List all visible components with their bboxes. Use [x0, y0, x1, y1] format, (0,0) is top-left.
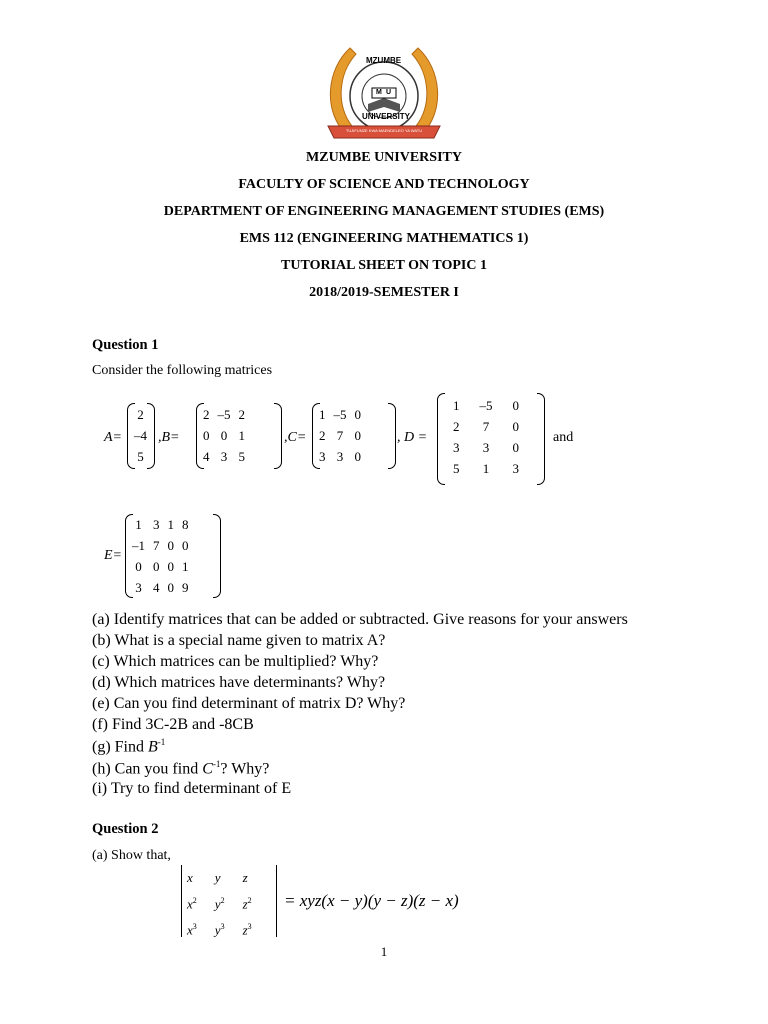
q1-item-h [92, 759, 269, 778]
determinant-rhs: = xyz(x − y)(y − z)(z − x) [284, 891, 459, 910]
matrix-b-cell: 0 [220, 427, 228, 443]
matrix-e-cell: 3 [153, 516, 160, 532]
semester: 2018/2019-SEMESTER I [309, 285, 459, 300]
matrix-a [127, 403, 155, 469]
matrix-b-label: ,B= [158, 430, 180, 445]
q1-item-b: (b) What is a special name given to matrix A? [92, 632, 386, 649]
determinant-cell: y [214, 870, 221, 885]
q1-item-g-sup: -1 [157, 737, 166, 747]
q1-item-g-math: B [148, 738, 158, 756]
q1-item-e: (e) Can you find determinant of matrix D? Why? [92, 695, 406, 712]
determinant-row [183, 865, 266, 891]
matrix-c-cell: 1 [319, 406, 326, 422]
matrix-e-cell: 0 [135, 558, 142, 574]
matrix-d-cell: 2 [453, 418, 460, 434]
q1-item-d: (d) Which matrices have determinants? Why? [92, 674, 386, 691]
question-2-title: Question 2 [92, 821, 159, 837]
determinant [181, 865, 277, 937]
q1-item-g-text: (g) Find [92, 738, 148, 756]
matrix-b [196, 403, 282, 469]
matrix-c-cell: 0 [354, 448, 361, 464]
matrix-e-cell: 7 [153, 537, 160, 553]
logo-initial-m: M [376, 89, 382, 96]
q1-item-f: (f) Find 3C-2B and -8CB [92, 716, 254, 733]
university-name: MZUMBE UNIVERSITY [306, 150, 462, 165]
matrix-b-row [199, 404, 249, 425]
determinant-cell: $y^3$ [214, 921, 225, 938]
determinant-row [183, 917, 266, 943]
matrix-b-cell: 3 [220, 448, 228, 464]
matrix-e-cell: –1 [132, 537, 145, 553]
matrix-c-label: ,C= [284, 430, 307, 445]
matrix-e-row [128, 535, 193, 556]
matrix-c-cell: 0 [354, 427, 361, 443]
q1-item-h-post: ? Why? [220, 760, 270, 778]
matrix-b-row [199, 425, 249, 446]
determinant-row [183, 891, 266, 917]
matrix-d-cell: 0 [512, 439, 519, 455]
q1-item-i: (i) Try to find determinant of E [92, 780, 292, 797]
matrix-b-cell: 0 [203, 427, 210, 443]
page-number: 1 [380, 944, 388, 959]
q1-item-h-sup: -1 [212, 759, 221, 769]
logo-motto: TUJIFUNZE KWA MAENDELEO YA WATU [345, 128, 423, 133]
matrix-d-cell: 3 [453, 439, 460, 455]
determinant-cell: $z^3$ [242, 921, 252, 938]
matrix-a-cell: 2 [137, 406, 144, 422]
matrix-e-row [128, 514, 193, 535]
matrix-e-label: E= [104, 548, 122, 563]
matrix-e-cell: 1 [182, 558, 189, 574]
determinant-cell: z [242, 870, 248, 885]
matrix-d-label: , D = [397, 430, 428, 445]
matrix-e-row [128, 556, 193, 577]
matrix-a-cell: –4 [134, 427, 147, 443]
matrix-c-row [315, 446, 365, 467]
matrix-c-cell: –5 [333, 406, 347, 422]
q1-item-a: (a) Identify matrices that can be added or subtracted. Give reasons for your answers [92, 611, 628, 628]
matrix-c-row [315, 425, 365, 446]
logo-top-text: MZUMBE [366, 56, 402, 65]
matrix-e-cell: 1 [135, 516, 142, 532]
determinant-cell: $x^2$ [187, 895, 197, 912]
matrix-e-cell: 1 [167, 516, 174, 532]
matrix-b-cell: 1 [238, 427, 245, 443]
sheet-title: TUTORIAL SHEET ON TOPIC 1 [281, 258, 487, 273]
matrix-c-cell: 2 [319, 427, 326, 443]
matrix-d-row [443, 437, 529, 458]
matrix-c-cell: 3 [336, 448, 344, 464]
matrix-b-cell: 2 [203, 406, 210, 422]
matrix-e-cell: 0 [167, 537, 174, 553]
matrix-e-cell: 0 [167, 579, 174, 595]
matrix-c-row [315, 404, 365, 425]
matrix-d-cell: 0 [512, 397, 519, 413]
matrix-d [437, 393, 545, 485]
matrix-e-cell: 9 [182, 579, 189, 595]
university-logo [322, 40, 446, 148]
matrix-b-cell: –5 [217, 406, 231, 422]
matrix-e-cell: 4 [153, 579, 160, 595]
determinant-cell: $z^2$ [242, 895, 252, 912]
matrix-d-cell: 7 [482, 418, 490, 434]
department-name: DEPARTMENT OF ENGINEERING MANAGEMENT STUDIES (EMS) [163, 204, 605, 219]
determinant-cell: x [187, 870, 193, 885]
matrix-b-cell: 4 [203, 448, 210, 464]
matrix-d-row [443, 458, 529, 479]
matrix-e-cell: 0 [153, 558, 160, 574]
matrix-d-row [443, 416, 529, 437]
matrix-e-cell: 3 [135, 579, 142, 595]
matrix-d-cell: 3 [512, 460, 519, 476]
matrix-a-cell: 5 [137, 448, 144, 464]
matrix-e-row [128, 577, 193, 598]
q1-item-h-math: C [202, 760, 213, 778]
matrix-d-row [443, 395, 529, 416]
determinant-cell: $x^3$ [187, 921, 197, 938]
logo-initial-u: U [386, 89, 392, 96]
matrix-d-cell: 5 [453, 460, 460, 476]
matrix-d-cell: –5 [479, 397, 493, 413]
matrix-d-cell: 1 [453, 397, 460, 413]
question-1-title: Question 1 [92, 337, 159, 353]
logo-bottom-text: UNIVERSITY [362, 112, 411, 121]
question-2-intro: (a) Show that, [92, 848, 171, 863]
matrix-c [312, 403, 396, 469]
q1-item-g [92, 737, 165, 756]
matrix-c-cell: 3 [319, 448, 326, 464]
matrix-a-label: A= [104, 430, 122, 445]
matrix-b-row [199, 446, 249, 467]
matrix-c-cell: 7 [336, 427, 344, 443]
matrix-d-cell: 3 [482, 439, 490, 455]
q1-item-h-text: (h) Can you find [92, 760, 203, 778]
matrix-e-cell: 8 [182, 516, 189, 532]
matrix-d-cell: 0 [512, 418, 519, 434]
matrix-b-cell: 2 [238, 406, 245, 422]
matrix-d-cell: 1 [482, 460, 490, 476]
matrix-b-cell: 5 [238, 448, 245, 464]
q1-item-c: (c) Which matrices can be multiplied? Why? [92, 653, 379, 670]
determinant-cell: $y^2$ [214, 895, 225, 912]
matrix-e-cell: 0 [182, 537, 189, 553]
faculty-name: FACULTY OF SCIENCE AND TECHNOLOGY [238, 177, 530, 192]
course-name: EMS 112 (ENGINEERING MATHEMATICS 1) [239, 231, 529, 246]
and-connector: and [553, 430, 574, 445]
matrix-c-cell: 0 [354, 406, 361, 422]
matrix-e [125, 514, 221, 598]
question-1-intro: Consider the following matrices [92, 363, 273, 378]
matrix-e-cell: 0 [167, 558, 174, 574]
